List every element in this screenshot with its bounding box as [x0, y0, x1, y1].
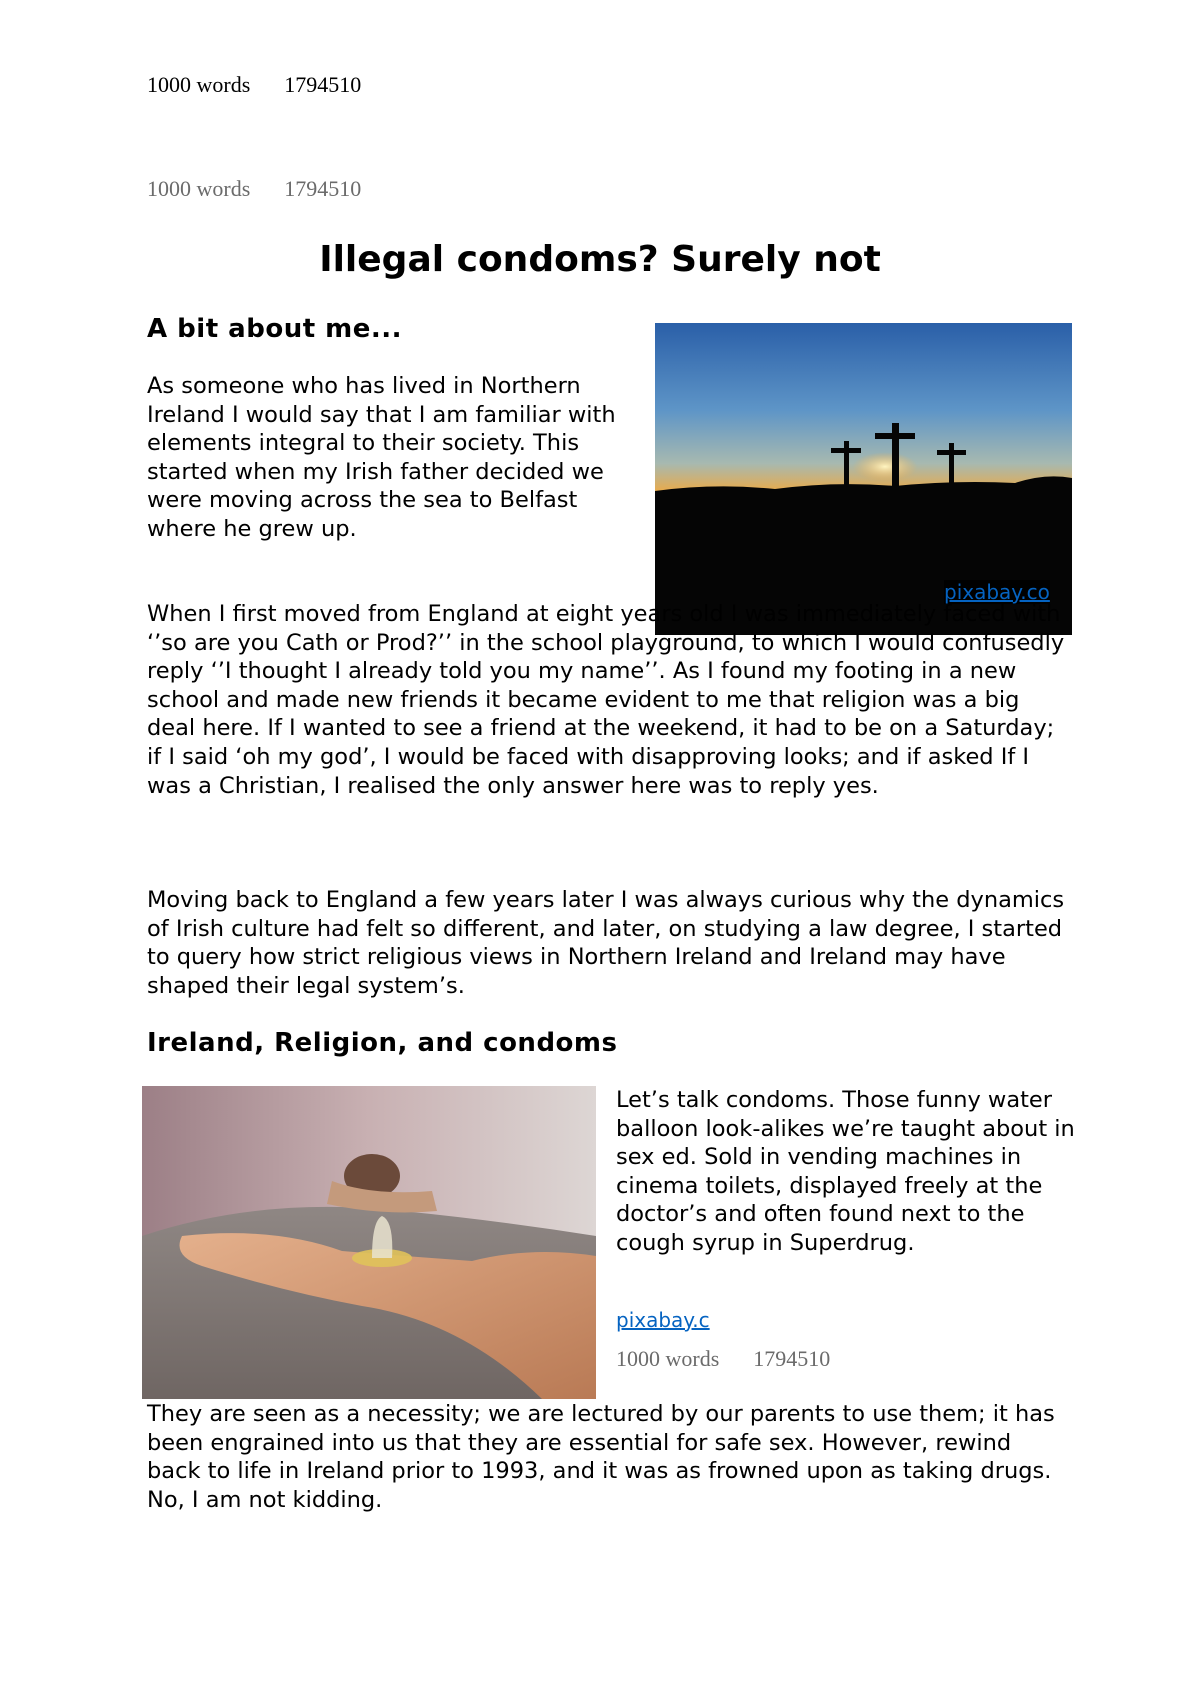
page-title: Illegal condoms? Surely not	[319, 239, 881, 280]
crosses-image-source-link[interactable]: pixabay.co	[944, 580, 1050, 604]
paragraph-curious: Moving back to England a few years later I was always curious why the dynamics of Irish culture had felt so different, and later, on studying a law degree, I started to query how strict religious views in Northern Ireland and Ireland may have shaped their legal system’s.	[147, 887, 1065, 999]
header-word-count	[147, 72, 361, 98]
header-student-number: 1794510	[284, 176, 362, 201]
condom-image-source-link[interactable]: pixabay.c	[616, 1308, 710, 1332]
footer-words: 1000 words	[616, 1346, 720, 1371]
footer-student-number: 1794510	[753, 1346, 831, 1371]
paragraph-intro: As someone who has lived in Northern Ireland I would say that I am familiar with elements integral to their society. This started when my Irish father decided we were moving across the sea to Belfast where he grew up.	[147, 373, 616, 542]
paragraph-moving: When I first moved from England at eight years old I was immediately faced with ‘’so are you Cath or Prod?’’ in the school playground, to which I would confusedly reply ‘’I thought I already told you my name’’. As I found my footing in a new school and made new friends it became evident to me that religion was a big deal here. If I wanted to see a friend at the weekend, it had to be on a Saturday; if I said ‘oh my god’, I would be faced with disapproving looks; and if asked If I was a Christian, I realised the only answer here was to reply yes.	[147, 601, 1065, 799]
section-heading-about: A bit about me...	[147, 314, 403, 344]
hand-condom-image	[142, 1086, 596, 1399]
section-heading-ireland: Ireland, Religion, and condoms	[147, 1028, 618, 1058]
paragraph-necessity: They are seen as a necessity; we are lectured by our parents to use them; it has been engrained into us that they are essential for safe sex. However, rewind back to life in Ireland prior to 1993, and it was as frowned upon as taking drugs. No, I am not kidding.	[147, 1401, 1055, 1513]
paragraph-condoms-intro: Let’s talk condoms. Those funny water balloon look-alikes we’re taught about in sex ed. Sold in vending machines in cinema toilets, displayed freely at the doctor’s and often found next to the cough syrup in Superdrug.	[616, 1087, 1075, 1256]
header-words: 1000 words	[147, 72, 251, 97]
header-word-count-repeat	[147, 176, 361, 202]
header-words: 1000 words	[147, 176, 251, 201]
footer-word-count	[616, 1346, 830, 1372]
header-student-number: 1794510	[284, 72, 362, 97]
